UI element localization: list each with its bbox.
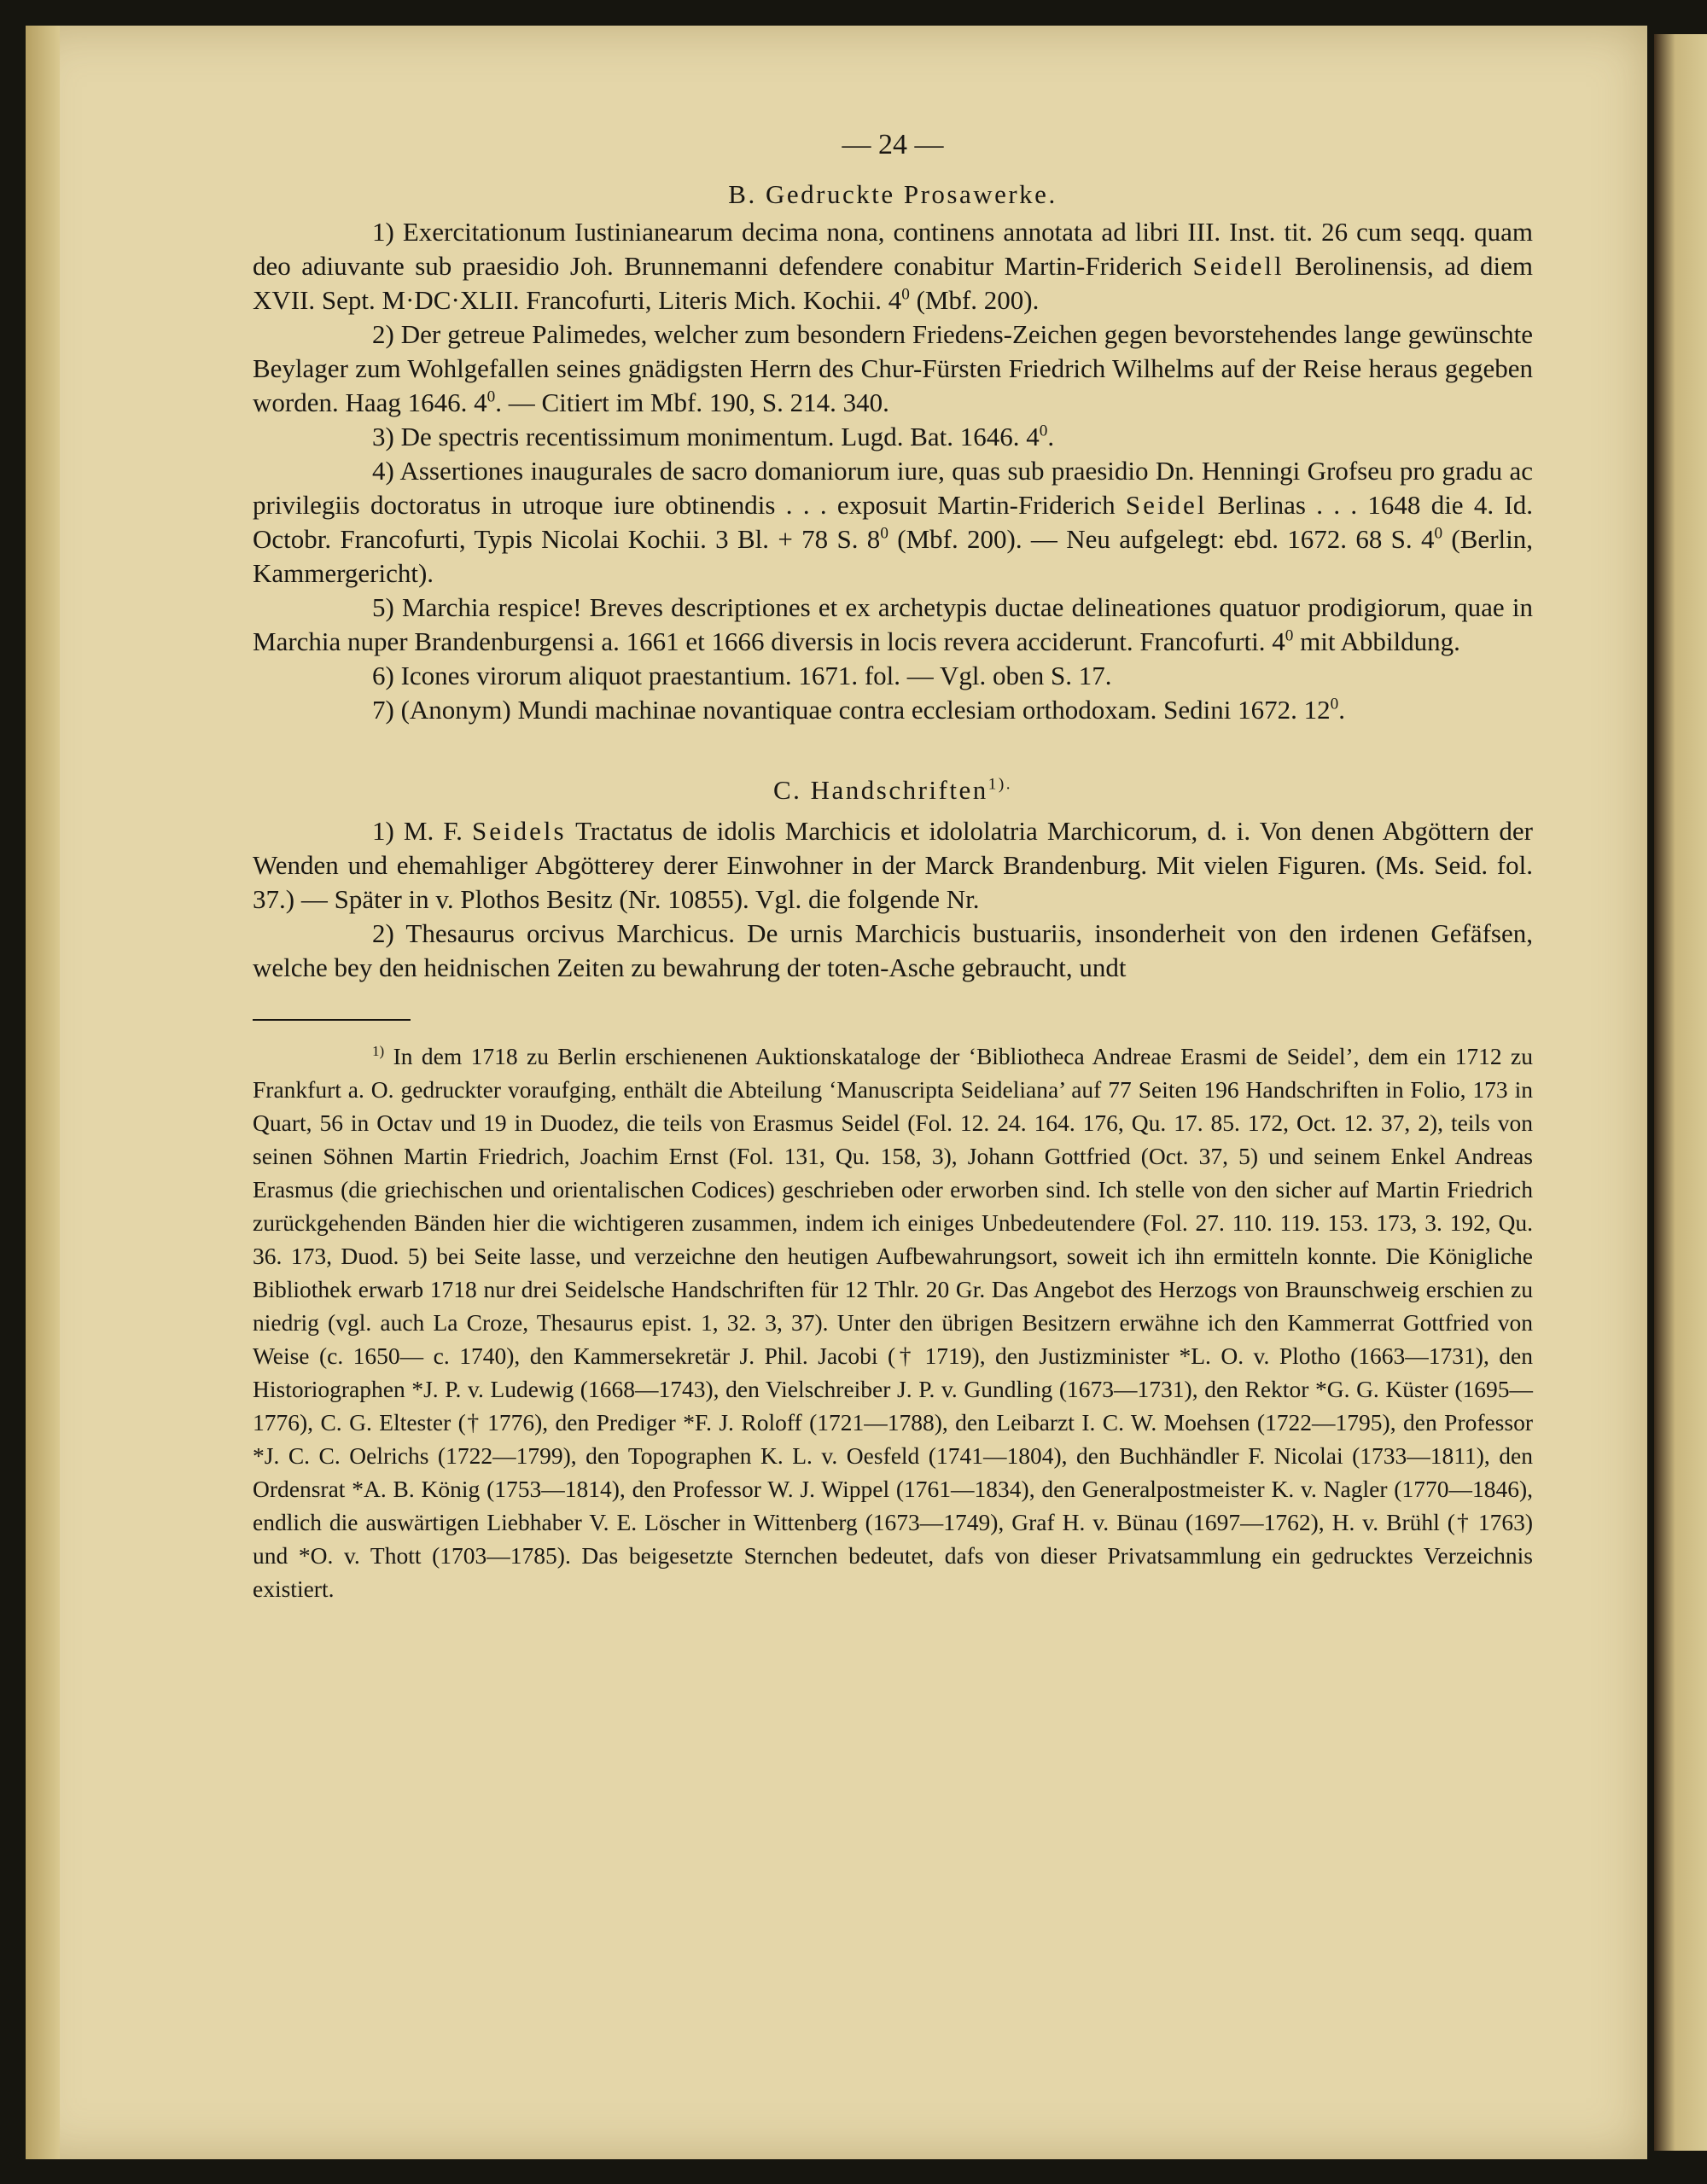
b-entry-1-text-2: Berolinensis, ad diem XVII. Sept. M·DC·XLII. Francofurti, Literis Mich. Kochii. 4 <box>253 251 1533 315</box>
facing-page-edge <box>1654 34 1707 2151</box>
b-entry-5-text: 5) Marchia respice! Breves descriptiones et ex archetypis ductae delineationes quatuor prodigiorum, quae in Marchia nuper Brandenburgensi a. 1661 et 1666 diversis in locis revera acciderunt. Francofurti. 4 <box>253 592 1533 656</box>
b-entry-4 <box>253 454 1533 591</box>
page-text <box>253 128 1533 1605</box>
b-entry-2-sup: 0 <box>486 387 496 406</box>
b-entry-4-text-2: Berlinas . . . 1648 die 4. Id. Octobr. Francofurti, Typis Nicolai Kochii. 3 Bl. + 78 S. 8 <box>253 490 1533 554</box>
footnote <box>253 1040 1533 1605</box>
b-entry-6 <box>253 659 1533 693</box>
c-entry-1 <box>253 814 1533 917</box>
b-entry-1-tail: (Mbf. 200). <box>909 285 1040 315</box>
b-entry-7-text: 7) (Anonym) Mundi machinae novantiquae contra ecclesiam orthodoxam. Sedini 1672. 12 <box>372 695 1331 725</box>
c-entry-1-text: 1) M. F. <box>372 816 472 846</box>
b-entry-1-sup: 0 <box>901 285 910 304</box>
b-entry-2 <box>253 317 1533 420</box>
b-entry-3-sup: 0 <box>1039 422 1048 440</box>
b-entry-7 <box>253 693 1533 727</box>
b-entry-7-sup: 0 <box>1330 695 1339 713</box>
b-entry-2-tail: . — Citiert im Mbf. 190, S. 214. 340. <box>495 387 889 417</box>
b-entry-5-tail: mit Abbildung. <box>1293 626 1460 656</box>
b-entry-7-tail: . <box>1338 695 1345 725</box>
b-entry-3-tail: . <box>1047 422 1055 451</box>
b-entry-5-sup: 0 <box>1285 626 1294 645</box>
footnote-text: In dem 1718 zu Berlin erschienenen Auktionskataloge der ‘Bibliotheca Andreae Erasmi de Seidel’, dem ein 1712 zu Frankfurt a. O. gedruckter voraufging, enthält die Abteilung ‘Manuscripta Seideliana’ auf 77 Seiten 196 Handschriften in Folio, 173 in Quart, 56 in Octav und 19 in Duodez, die teils von Erasmus Seidel (Fol. 12. 24. 164. 176, Qu. 17. 85. 172, Oct. 12. 37, 2), teils von seinen Söhnen Martin Friedrich, Joachim Ernst (Fol. 131, Qu. 158, 3), Johann Gottfried (Oct. 37, 5) und seinem Enkel Andreas Erasmus (die griechischen und orientalischen Codices) geschrieben oder erworben sind. Ich stelle von den sicher auf Martin Friedrich zurückgehenden Bänden hier die wichtigeren zusammen, indem ich einiges Unbedeutendere (Fol. 27. 110. 119. 153. 173, 3. 192, Qu. 36. 173, Duod. 5) bei Seite lasse, und verzeichne den heutigen Aufbewahrungsort, soweit ich ihn ermitteln konnte. Die Königliche Bibliothek erwarb 1718 nur drei Seidelsche Handschriften für 12 Thlr. 20 Gr. Das Angebot des Herzogs von Braunschweig erschien zu niedrig (vgl. auch La Croze, Thesaurus epist. 1, 32. 3, 37). Unter den übrigen Besitzern erwähne ich den Kammerrat Gottfried von Weise (c. 1650— c. 1740), den Kammersekretär J. Phil. Jacobi († 1719), den Justizminister *L. O. v. Plotho (1663—1731), den Historiographen *J. P. v. Ludewig (1668—1743), den Vielschreiber J. P. v. Gundling (1673—1731), den Rektor *G. G. Küster (1695—1776), C. G. Eltester († 1776), den Prediger *F. J. Roloff (1721—1788), den Leibarzt I. C. W. Moehsen (1722—1795), den Professor *J. C. C. Oelrichs (1722—1799), den Topographen K. L. v. Oesfeld (1741—1804), den Buchhändler F. Nicolai (1733—1811), den Ordensrat *A. B. König (1753—1814), den Professor W. J. Wippel (1761—1834), den Generalpostmeister K. v. Nagler (1770—1846), endlich die auswärtigen Liebhaber V. E. Löscher in Wittenberg (1673—1749), Graf H. v. Bünau (1697—1762), H. v. Brühl († 1763) und *O. v. Thott (1703—1785). Das beigesetzte Sternchen bedeutet, dafs von dieser Privatsammlung ein gedrucktes Verzeichnis existiert. <box>253 1043 1533 1602</box>
section-heading-b: B. Gedruckte Prosawerke. <box>728 179 1057 209</box>
b-entry-1-author: Seidell <box>1192 251 1285 281</box>
c-entry-1-author: Seidels <box>471 816 567 846</box>
c-entry-2-text: 2) Thesaurus orcivus Marchicus. De urnis Marchicis bustuariis, insonderheit von den irdenen Gefäfsen, welche bey den heidnischen Zeiten zu bewahrung der toten-Asche gebraucht, undt <box>253 918 1533 982</box>
footnote-rule <box>253 1019 411 1021</box>
c-entry-2 <box>253 917 1533 985</box>
b-entry-4-mid: (Mbf. 200). — Neu aufgelegt: ebd. 1672. 68 S. 4 <box>888 524 1435 554</box>
b-entry-4-tail: (Berlin, Kammergericht). <box>253 524 1533 588</box>
page-gutter <box>26 26 60 2159</box>
footnote-marker: 1) <box>372 1042 385 1059</box>
b-entry-1 <box>253 215 1533 317</box>
c-entry-1-text-2: Tractatus de idolis Marchicis et idololatria Marchicorum, d. i. Von denen Abgöttern der Wenden und ehemahliger Abgötterey derer Einwohner in der Marck Brandenburg. Mit vielen Figuren. (Ms. Seid. fol. 37.) — Später in v. Plothos Besitz (Nr. 10855). Vgl. die folgende Nr. <box>253 816 1533 914</box>
footnote-ref: 1). <box>987 775 1013 794</box>
b-entry-1-text: 1) Exercitationum Iustinianearum decima nona, continens annotata ad libri III. Inst. tit. 26 cum seqq. quam deo adiuvante sub praesidio Joh. Brunnemanni defendere conabitur Martin-Friderich <box>253 217 1533 281</box>
b-entry-6-text: 6) Icones virorum aliquot praestantium. 1671. fol. — Vgl. oben S. 17. <box>372 661 1112 690</box>
b-entry-4-sup-2: 0 <box>1434 524 1443 543</box>
b-entry-4-author: Seidel <box>1125 490 1208 520</box>
page-number: — 24 — <box>842 129 944 160</box>
b-entry-2-text: 2) Der getreue Palimedes, welcher zum besondern Friedens-Zeichen gegen bevorstehendes lange gewünschte Beylager zum Wohlgefallen seines gnädigsten Herrn des Chur-Fürsten Friedrich Wilhelms auf der Reise heraus gegeben worden. Haag 1646. 4 <box>253 319 1533 417</box>
b-entry-3-text: 3) De spectris recentissimum monimentum. Lugd. Bat. 1646. 4 <box>372 422 1040 451</box>
section-heading-c-text: C. Handschriften <box>772 775 988 805</box>
section-heading-c <box>253 773 1533 807</box>
b-entry-4-sup: 0 <box>880 524 888 543</box>
b-entry-5 <box>253 591 1533 659</box>
b-entry-4-text: 4) Assertiones inaugurales de sacro domaniorum iure, quas sub praesidio Dn. Henningi Grofseu pro gradu ac privilegiis doctoratus in utroque iure obtinendis . . . exposuit Martin-Friderich <box>253 456 1533 520</box>
b-entry-3 <box>253 420 1533 454</box>
